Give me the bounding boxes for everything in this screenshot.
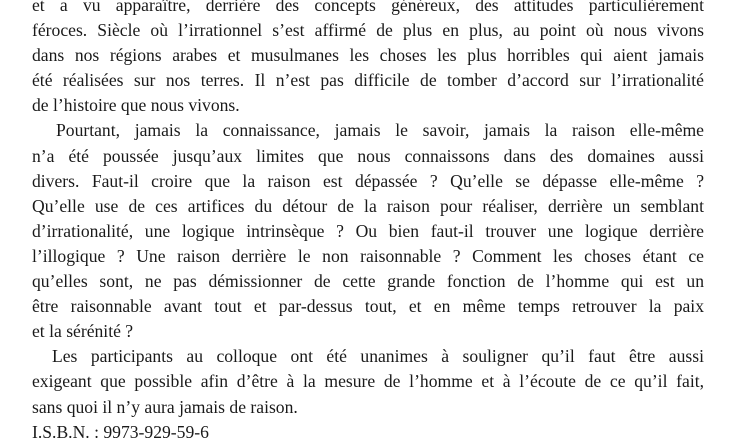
body-text — [32, 0, 704, 438]
text-line: l’illogique ? Une raison derrière le non raisonnable ? Comment les choses étant ce — [32, 245, 704, 266]
text-line: Pourtant, jamais la connaissance, jamais le savoir, jamais la raison elle-même — [56, 120, 704, 141]
text-line: exigeant que possible afin d’être à la mesure de l’homme et à l’écoute de ce qu’il fait, — [32, 371, 704, 392]
text-line: être raisonnable avant tout et par-dessus tout, et en même temps retrouver la paix — [32, 296, 704, 317]
paragraph-3 — [32, 344, 704, 419]
text-line: Les participants au colloque ont été unanimes à souligner qu’il faut être aussi — [52, 346, 704, 367]
text-line: de l’histoire que nous vivons. — [32, 95, 240, 116]
text-line: et a vu apparaître, derrière des concepts généreux, des attitudes particulièrement — [32, 0, 704, 15]
text-line: féroces. Siècle où l’irrationnel s’est affirmé de plus en plus, au point où nous vivons — [32, 20, 704, 41]
text-line: d’irrationalité, une logique intrinsèque ? Ou bien faut-il trouver une logique derrière — [32, 220, 704, 241]
text-line: été réalisées sur nos terres. Il n’est pas difficile de tomber d’accord sur l’irrationalité — [32, 70, 704, 91]
text-line: divers. Faut-il croire que la raison est dépassée ? Qu’elle se dépasse elle-même ? — [32, 170, 704, 191]
isbn-line: I.S.B.N. : 9973-929-59-6 — [32, 421, 209, 438]
text-line: Qu’elle use de ces artifices du détour de la raison pour réaliser, derrière un semblant — [32, 195, 704, 216]
text-line: dans nos régions arabes et musulmanes les choses les plus horribles qui aient jamais — [32, 45, 704, 66]
text-line: et la sérénité ? — [32, 321, 134, 342]
paragraph-1 — [32, 0, 704, 118]
text-line: qu’elles sont, ne pas démissionner de cette grande fonction de l’homme qui est un — [32, 271, 704, 292]
text-line: n’a été poussée jusqu’aux limites que nous connaissons dans des domaines aussi — [32, 145, 704, 166]
text-line: sans quoi il n’y aura jamais de raison. — [32, 396, 298, 417]
paragraph-2 — [32, 118, 704, 344]
